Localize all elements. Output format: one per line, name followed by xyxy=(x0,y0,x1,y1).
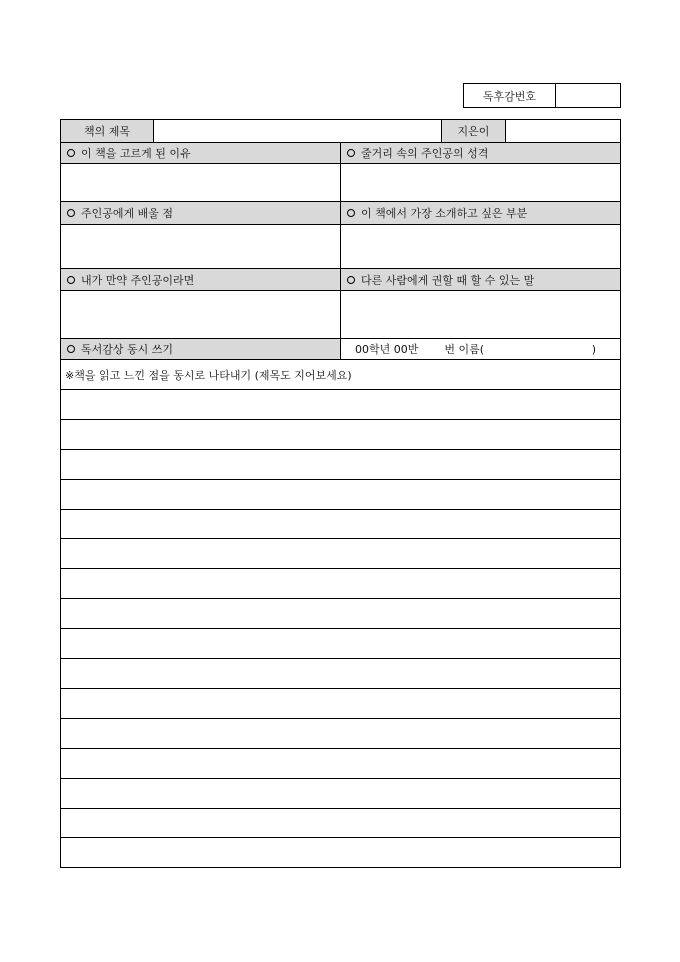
writing-line[interactable] xyxy=(61,540,620,570)
circle-bullet-icon xyxy=(67,345,75,353)
poem-label: 독서감상 동시 쓰기 xyxy=(61,339,340,359)
circle-bullet-icon xyxy=(347,209,355,217)
poem-instruction: ※책을 읽고 느낀 점을 동시로 나타내기 (제목도 지어보세요) xyxy=(65,368,352,382)
favorite-part-label: 이 책에서 가장 소개하고 싶은 부분 xyxy=(340,202,620,224)
book-title-field[interactable] xyxy=(153,120,441,142)
circle-bullet-icon xyxy=(67,209,75,217)
reason-chosen-label: 이 책을 고르게 된 이유 xyxy=(61,143,340,163)
student-info xyxy=(340,339,620,359)
recommendation-label: 다른 사람에게 권할 때 할 수 있는 말 xyxy=(340,269,620,290)
book-title-label: 책의 제목 xyxy=(61,120,153,142)
writing-line[interactable] xyxy=(61,510,620,540)
section-answer-row xyxy=(61,164,620,202)
class-info: 00학년 00반 xyxy=(355,343,419,356)
writing-line[interactable] xyxy=(61,719,620,749)
report-number-label: 독후감번호 xyxy=(464,84,556,107)
section-header-row xyxy=(61,143,620,164)
report-number-box xyxy=(463,83,621,108)
writing-line[interactable] xyxy=(61,599,620,629)
if-i-were-protagonist-field[interactable] xyxy=(61,291,340,338)
report-sheet xyxy=(60,119,621,868)
circle-bullet-icon xyxy=(347,149,355,157)
writing-line[interactable] xyxy=(61,480,620,510)
circle-bullet-icon xyxy=(67,276,75,284)
protagonist-personality-field[interactable] xyxy=(340,164,620,201)
writing-line[interactable] xyxy=(61,390,620,420)
writing-line[interactable] xyxy=(61,779,620,809)
writing-line[interactable] xyxy=(61,749,620,779)
writing-line[interactable] xyxy=(61,689,620,719)
author-label: 지은이 xyxy=(441,120,505,142)
writing-line[interactable] xyxy=(61,629,620,659)
section-header-row xyxy=(61,202,620,225)
recommendation-field[interactable] xyxy=(340,291,620,338)
writing-line[interactable] xyxy=(61,569,620,599)
writing-line[interactable] xyxy=(61,839,620,869)
circle-bullet-icon xyxy=(347,276,355,284)
writing-line[interactable] xyxy=(61,450,620,480)
if-i-were-protagonist-label: 내가 만약 주인공이라면 xyxy=(61,269,340,290)
report-number-field[interactable] xyxy=(556,84,620,107)
section-answer-row xyxy=(61,291,620,339)
author-field[interactable] xyxy=(505,120,620,142)
circle-bullet-icon xyxy=(67,149,75,157)
protagonist-personality-label: 줄거리 속의 주인공의 성격 xyxy=(340,143,620,163)
section-header-row xyxy=(61,269,620,291)
poem-instruction-row xyxy=(61,360,620,390)
writing-line[interactable] xyxy=(61,420,620,450)
reason-chosen-field[interactable] xyxy=(61,164,340,201)
poem-header-row xyxy=(61,339,620,360)
lessons-field[interactable] xyxy=(61,225,340,268)
favorite-part-field[interactable] xyxy=(340,225,620,268)
section-answer-row xyxy=(61,225,620,269)
lessons-label: 주인공에게 배울 점 xyxy=(61,202,340,224)
number-name-label: 번 이름( xyxy=(444,343,485,356)
writing-line[interactable] xyxy=(61,809,620,839)
writing-line[interactable] xyxy=(61,659,620,689)
close-paren: ) xyxy=(591,342,596,356)
title-row xyxy=(61,120,620,143)
